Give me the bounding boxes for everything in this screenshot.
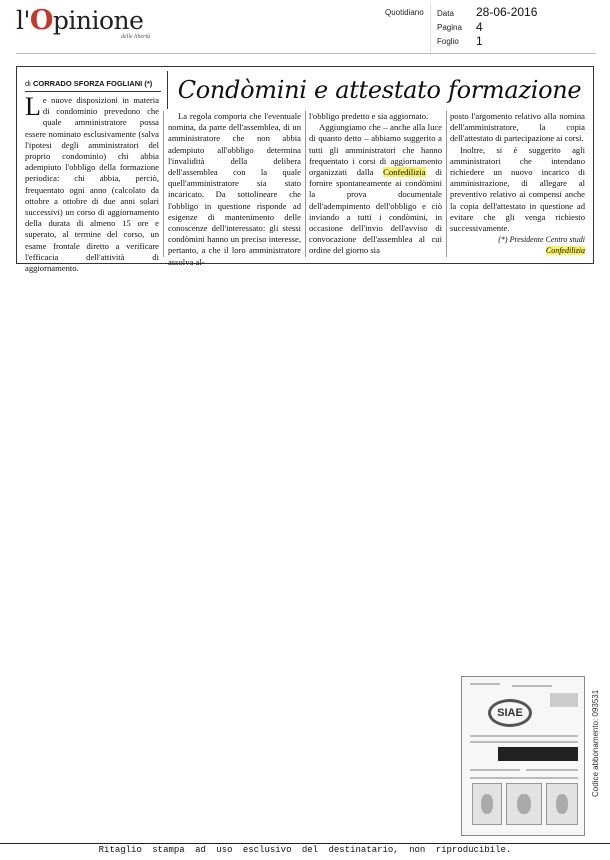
column-3-paragraph-2 — [309, 122, 442, 256]
author-footnote — [450, 234, 585, 256]
column-3-text-before: Aggiungiamo che – anche alla luce di quanto detto – abbiamo suggerito a tutti gli amministratori che hanno frequentato i corsi di aggiornamento organizzati dalla — [309, 122, 442, 178]
byline-author: CORRADO SFORZA FOGLIANI (*) — [32, 79, 153, 88]
subscription-code: Codice abbonamento: 093531 — [591, 690, 600, 798]
thumb-line — [470, 769, 520, 771]
page-thumbnail — [461, 676, 585, 836]
newspaper-masthead — [16, 6, 166, 50]
article-headline: Condòmini e attestato formazione — [167, 71, 591, 109]
meta-divider — [430, 4, 431, 54]
column-divider — [446, 111, 447, 257]
drop-cap: L — [25, 92, 41, 121]
column-divider — [163, 111, 164, 257]
footer-rule — [0, 843, 610, 844]
thumb-line — [512, 685, 552, 687]
thumb-line — [470, 777, 578, 779]
date-value: 28-06-2016 — [476, 5, 538, 19]
column-4-paragraph-1: posto l'argomento relativo alla nomina dell'amministratore, la copia dell'attestato di partecipazione ai corsi. — [450, 111, 585, 144]
thumb-line — [526, 769, 578, 771]
column-3-text-after: di fornire spontaneamente ai condòmini la prova documentale dell'adempimento dell'obbligo e ciò inviando a tutti i condòmini, in occasione dell'invio dell'avviso di convocazione dell'assemblea al cui ordine del giorno sia — [309, 167, 442, 256]
byline — [25, 79, 152, 88]
thumb-photo — [546, 783, 578, 825]
footnote-text: (*) Presidente Centro studi — [498, 235, 585, 245]
byline-prefix: di — [25, 79, 31, 88]
header-rule — [16, 53, 596, 54]
highlighted-term: Confedilizia — [383, 167, 426, 178]
article-column-3 — [309, 111, 442, 257]
sheet-label: Foglio — [437, 37, 459, 46]
logo-subtitle: delle libertà — [121, 34, 151, 40]
logo-rest: pinione — [52, 6, 144, 35]
reproduction-notice: Ritaglio stampa ad uso esclusivo del destinatario, non riproducibile. — [98, 845, 512, 855]
byline-rule — [25, 91, 161, 92]
thumb-photo — [472, 783, 502, 825]
column-3-paragraph-1: l'obbligo predetto e sia aggiornato. — [309, 111, 429, 121]
thumb-dark-banner — [498, 747, 578, 761]
thumb-line — [470, 683, 500, 685]
thumb-line — [470, 741, 578, 743]
sheet-value: 1 — [476, 34, 483, 48]
page-label: Pagina — [437, 23, 462, 32]
logo-prefix: l' — [16, 6, 30, 35]
column-4-paragraph-2: Inoltre, si è suggerito agli amministratori che intendano richiedere un nuovo incarico di amministrazione, di allegare al preventivo relativo ai compensi anche la copia dell'attestato in questione ad evitare che gli venga richiesto successivamente. — [450, 144, 585, 234]
thumb-photo — [506, 783, 542, 825]
logo-o: O — [29, 5, 53, 36]
article-column-2 — [168, 111, 301, 268]
publication-type: Quotidiano — [385, 8, 424, 17]
date-label: Data — [437, 9, 454, 18]
column-divider — [305, 111, 306, 257]
article-clipping — [16, 66, 594, 274]
newspaper-logo — [16, 6, 166, 36]
article-column-4 — [450, 111, 585, 257]
column-2-paragraph: La regola comporta che l'eventuale nomina, da parte dell'assemblea, di un amministratore che non abbia adempiuto all'obbligo determina l'invalidità della delibera dell'assemblea con la quale quell'amministratore sia stato incaricato. Da sottolineare che l'obbligo in questione risponde ad esigenze di mantenimento delle conoscenze dell'interessato: gli stessi condòmini hanno un preciso interesse, pertanto, a che il loro amministratore assolva al- — [168, 111, 301, 267]
footnote-highlighted-term: Confedilizia — [545, 246, 585, 256]
column-1-text: e nuove disposizioni in materia di condominio prevedono che quale amministratore possa essere nominato esclusivamente (salva l'ipotesi degli amministratori del proprio condominio) chi abbia adempiuto l'obbligo della formazione periodica: chi abbia, perciò, frequentato ogni anno (calcolato da ottobre a ottobre di due anni solari successivi) un corso di aggiornamento della durata di almeno 15 ore e superato, al termine del corso, un esame frontale diretto a verificare l'efficacia dell'attività di aggiornamento. — [25, 95, 159, 274]
thumb-logo: SIAE — [488, 699, 532, 727]
thumb-line — [470, 735, 578, 737]
thumb-block — [550, 693, 578, 707]
page-value: 4 — [476, 20, 483, 34]
article-column-1 — [25, 92, 159, 274]
